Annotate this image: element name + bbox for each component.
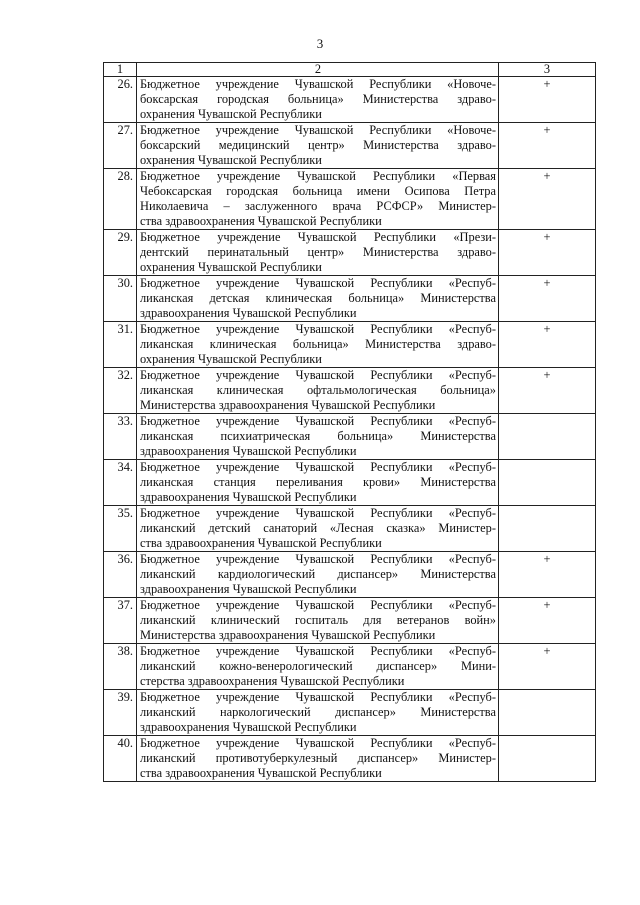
institution-name-line: Министерства здравоохранения Чувашской Республики — [140, 398, 436, 412]
institution-name-line: боксарская городская больница» Министерства здраво- — [140, 92, 496, 106]
institution-name — [137, 230, 499, 276]
institution-name-line: здравоохранения Чувашской Республики — [140, 720, 357, 734]
mark-cell — [499, 736, 596, 782]
institution-name-line: ликанский кардиологический диспансер» Министерства — [140, 567, 496, 581]
table-row — [104, 644, 596, 690]
institution-name-line: охранения Чувашской Республики — [140, 153, 322, 167]
institution-name-line: ства здравоохранения Чувашской Республики — [140, 214, 382, 228]
institution-name-line: Бюджетное учреждение Чувашской Республики «Респуб- — [140, 368, 496, 382]
header-col-2: 2 — [137, 63, 499, 77]
institution-name — [137, 276, 499, 322]
institution-name-line: Бюджетное учреждение Чувашской Республики «Респуб- — [140, 690, 496, 704]
table-row — [104, 552, 596, 598]
table-header-row — [104, 63, 596, 77]
institution-name-line: Бюджетное учреждение Чувашской Республики «Респуб- — [140, 276, 496, 290]
institution-name-line: ликанская клиническая больница» Министерства здраво- — [140, 337, 496, 351]
institution-name-line: ликанская детская клиническая больница» Министерства — [140, 291, 496, 305]
institution-name-line: здравоохранения Чувашской Республики — [140, 490, 357, 504]
institution-name — [137, 169, 499, 230]
institution-name — [137, 322, 499, 368]
institution-name-line: Бюджетное учреждение Чувашской Республики «Респуб- — [140, 414, 496, 428]
mark-cell — [499, 690, 596, 736]
mark-cell: + — [499, 322, 596, 368]
table-row — [104, 322, 596, 368]
institution-name-line: ства здравоохранения Чувашской Республики — [140, 536, 382, 550]
institution-name — [137, 644, 499, 690]
table-row — [104, 598, 596, 644]
mark-cell: + — [499, 230, 596, 276]
row-number: 36. — [104, 552, 137, 598]
table-row — [104, 506, 596, 552]
table-body — [104, 63, 596, 782]
page-number: 3 — [316, 36, 324, 51]
institution-name-line: охранения Чувашской Республики — [140, 107, 322, 121]
row-number: 28. — [104, 169, 137, 230]
institution-name-line: здравоохранения Чувашской Республики — [140, 444, 357, 458]
institution-name-line: Бюджетное учреждение Чувашской Республики «Респуб- — [140, 598, 496, 612]
header-col-3: 3 — [499, 63, 596, 77]
institution-name-line: ликанский кожно-венерологический диспансер» Мини- — [140, 659, 496, 673]
mark-cell: + — [499, 169, 596, 230]
institution-name — [137, 414, 499, 460]
row-number: 35. — [104, 506, 137, 552]
institution-name-line: ликанская клиническая офтальмологическая больница» — [140, 383, 496, 397]
row-number: 27. — [104, 123, 137, 169]
mark-cell: + — [499, 552, 596, 598]
table-row — [104, 123, 596, 169]
institution-name-line: ликанский противотуберкулезный диспансер» Министер- — [140, 751, 496, 765]
mark-cell — [499, 506, 596, 552]
institution-name-line: Бюджетное учреждение Чувашской Республики «Респуб- — [140, 644, 496, 658]
institution-name-line: ликанский клинический госпиталь для ветеранов войн» — [140, 613, 496, 627]
institution-name-line: дентский перинатальный центр» Министерства здраво- — [140, 245, 496, 259]
mark-cell — [499, 414, 596, 460]
institution-name — [137, 460, 499, 506]
institution-name-line: ликанский наркологический диспансер» Министерства — [140, 705, 496, 719]
institution-name-line: здравоохранения Чувашской Республики — [140, 582, 357, 596]
row-number: 34. — [104, 460, 137, 506]
institution-name — [137, 736, 499, 782]
row-number: 40. — [104, 736, 137, 782]
table-row — [104, 690, 596, 736]
table-row — [104, 460, 596, 506]
institution-name — [137, 690, 499, 736]
institution-name-line: Бюджетное учреждение Чувашской Республики «Первая — [140, 169, 496, 183]
table-row — [104, 169, 596, 230]
institution-name-line: Бюджетное учреждение Чувашской Республики «Респуб- — [140, 506, 496, 520]
institution-name-line: Бюджетное учреждение Чувашской Республики «Респуб- — [140, 322, 496, 336]
mark-cell: + — [499, 123, 596, 169]
institutions-table — [103, 62, 596, 782]
row-number: 38. — [104, 644, 137, 690]
row-number: 26. — [104, 77, 137, 123]
institution-name-line: Бюджетное учреждение Чувашской Республики «Респуб- — [140, 736, 496, 750]
mark-cell: + — [499, 368, 596, 414]
institution-name — [137, 598, 499, 644]
institution-name-line: Бюджетное учреждение Чувашской Республики «Прези- — [140, 230, 496, 244]
row-number: 37. — [104, 598, 137, 644]
institution-name-line: здравоохранения Чувашской Республики — [140, 306, 357, 320]
institution-name — [137, 506, 499, 552]
institution-name-line: охранения Чувашской Республики — [140, 260, 322, 274]
table-row — [104, 736, 596, 782]
mark-cell: + — [499, 598, 596, 644]
row-number: 29. — [104, 230, 137, 276]
institution-name — [137, 552, 499, 598]
institution-name-line: Николаевича – заслуженного врача РСФСР» Министер- — [140, 199, 496, 213]
mark-cell: + — [499, 276, 596, 322]
table-row — [104, 276, 596, 322]
table-row — [104, 368, 596, 414]
institution-name-line: ства здравоохранения Чувашской Республики — [140, 766, 382, 780]
institution-name-line: ликанский детский санаторий «Лесная сказка» Министер- — [140, 521, 496, 535]
institution-name — [137, 368, 499, 414]
row-number: 32. — [104, 368, 137, 414]
table-row — [104, 77, 596, 123]
row-number: 39. — [104, 690, 137, 736]
institution-name-line: стерства здравоохранения Чувашской Республики — [140, 674, 405, 688]
institution-name — [137, 77, 499, 123]
institution-name-line: охранения Чувашской Республики — [140, 352, 322, 366]
institution-name-line: ликанская станция переливания крови» Министерства — [140, 475, 496, 489]
header-col-1: 1 — [104, 63, 137, 77]
mark-cell — [499, 460, 596, 506]
mark-cell: + — [499, 644, 596, 690]
institution-name-line: Министерства здравоохранения Чувашской Республики — [140, 628, 436, 642]
institution-name — [137, 123, 499, 169]
institution-name-line: Бюджетное учреждение Чувашской Республики «Респуб- — [140, 460, 496, 474]
institution-name-line: Чебоксарская городская больница имени Осипова Петра — [140, 184, 496, 198]
institution-name-line: ликанская психиатрическая больница» Министерства — [140, 429, 496, 443]
institution-name-line: Бюджетное учреждение Чувашской Республики «Новоче- — [140, 123, 496, 137]
institution-name-line: Бюджетное учреждение Чувашской Республики «Респуб- — [140, 552, 496, 566]
row-number: 30. — [104, 276, 137, 322]
mark-cell: + — [499, 77, 596, 123]
row-number: 31. — [104, 322, 137, 368]
institution-name-line: Бюджетное учреждение Чувашской Республики «Новоче- — [140, 77, 496, 91]
row-number: 33. — [104, 414, 137, 460]
institution-name-line: боксарский медицинский центр» Министерства здраво- — [140, 138, 496, 152]
table-row — [104, 414, 596, 460]
table-row — [104, 230, 596, 276]
